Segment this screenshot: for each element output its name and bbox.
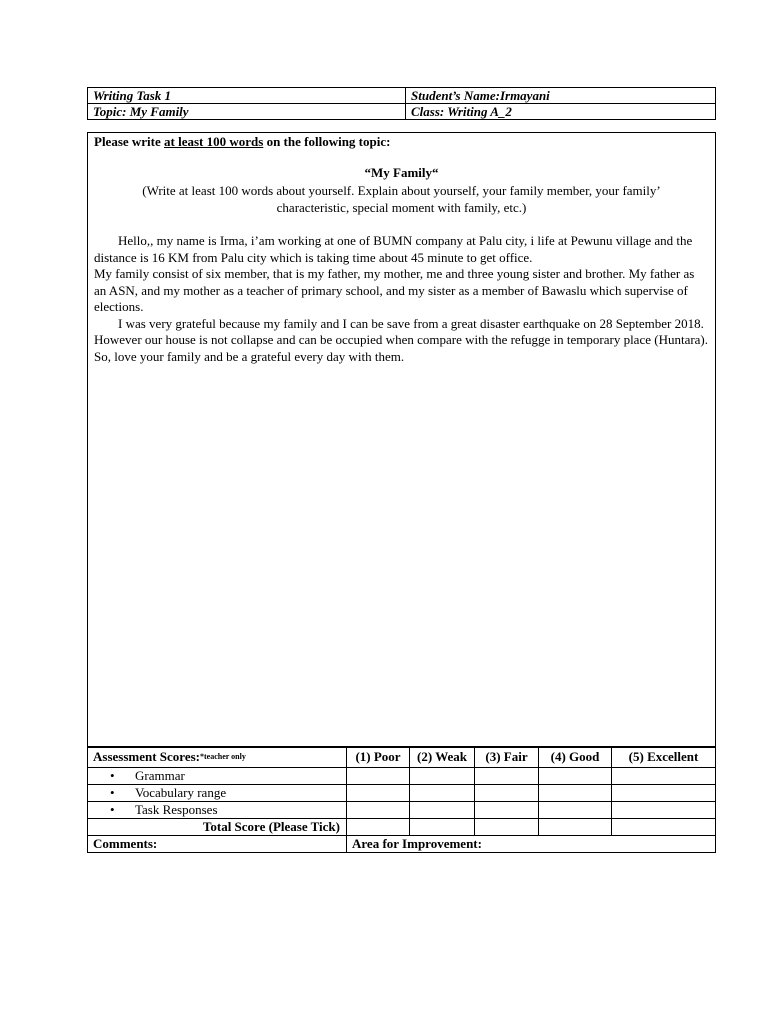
total-cell[interactable]: [612, 819, 716, 836]
topic-subtitle: (Write at least 100 words about yourself. Explain about yourself, your family member, your family’ characteristic, special moment with family, etc.): [142, 183, 661, 215]
score-cell[interactable]: [539, 768, 612, 785]
total-cell[interactable]: [410, 819, 475, 836]
essay-paragraph-2: My family consist of six member, that is my father, my mother, me and three young sister and brother. My father as an ASN, and my mother as a teacher of primary school, and my sister as a member of Bawaslu which supervise of elections.: [94, 266, 695, 314]
criterion-vocabulary: • Vocabulary range: [88, 785, 347, 802]
score-cell[interactable]: [612, 802, 716, 819]
score-cell[interactable]: [347, 802, 410, 819]
score-cell[interactable]: [539, 802, 612, 819]
scale-excellent: (5) Excellent: [612, 747, 716, 768]
score-cell[interactable]: [347, 768, 410, 785]
total-cell[interactable]: [475, 819, 539, 836]
topic-label: Topic: My Family: [88, 104, 406, 120]
scale-fair: (3) Fair: [475, 747, 539, 768]
score-cell[interactable]: [612, 768, 716, 785]
essay-paragraph-1: Hello,, my name is Irma, i’am working at one of BUMN company at Palu city, i life at Pewunu village and the distance is 16 KM from Palu city which is taking time about 45 minute to get office.: [94, 233, 693, 265]
total-cell[interactable]: [347, 819, 410, 836]
total-score-label: Total Score (Please Tick): [88, 819, 347, 836]
criterion-label: Task Responses: [135, 802, 218, 817]
class-label: Class: Writing A_2: [406, 104, 716, 120]
improvement-label: Area for Improvement:: [347, 836, 716, 853]
score-cell[interactable]: [410, 768, 475, 785]
score-cell[interactable]: [410, 802, 475, 819]
score-cell[interactable]: [612, 785, 716, 802]
scale-poor: (1) Poor: [347, 747, 410, 768]
task-label: Writing Task 1: [88, 88, 406, 104]
instructions-suffix: on the following topic:: [263, 134, 391, 149]
scale-weak: (2) Weak: [410, 747, 475, 768]
criterion-task-responses: • Task Responses: [88, 802, 347, 819]
essay-text: [94, 233, 708, 365]
instructions: [94, 134, 390, 150]
assessment-title: Assessment Scores:: [93, 749, 200, 764]
criterion-row-task-responses: [88, 802, 716, 819]
score-cell[interactable]: [539, 785, 612, 802]
score-cell[interactable]: [475, 802, 539, 819]
scale-good: (4) Good: [539, 747, 612, 768]
student-name: Student’s Name:Irmayani: [406, 88, 716, 104]
criterion-row-grammar: [88, 768, 716, 785]
criterion-grammar: • Grammar: [88, 768, 347, 785]
criterion-label: Grammar: [135, 768, 185, 783]
writing-box: [87, 132, 716, 748]
instructions-prefix: Please write: [94, 134, 165, 149]
criterion-label: Vocabulary range: [135, 785, 227, 800]
total-row: [88, 819, 716, 836]
topic-title: “My Family“: [364, 165, 439, 180]
instructions-emphasis: at least 100 words: [164, 134, 264, 149]
comments-label: Comments:: [88, 836, 347, 853]
assessment-table: [87, 746, 716, 853]
total-cell[interactable]: [539, 819, 612, 836]
essay-paragraph-3: I was very grateful because my family and I can be save from a great disaster earthquake on 28 September 2018. However our house is not collapse and can be occupied when compare with the refugge in temporary place (Huntara). So, love your family and be a grateful every day with them.: [94, 315, 709, 364]
score-cell[interactable]: [475, 768, 539, 785]
teacher-only-note: *teacher only: [200, 752, 246, 761]
score-cell[interactable]: [410, 785, 475, 802]
score-cell[interactable]: [347, 785, 410, 802]
assessment-title-cell: [88, 747, 347, 768]
score-cell[interactable]: [475, 785, 539, 802]
criterion-row-vocabulary: [88, 785, 716, 802]
header-table: [87, 87, 716, 120]
comments-row: [88, 836, 716, 853]
